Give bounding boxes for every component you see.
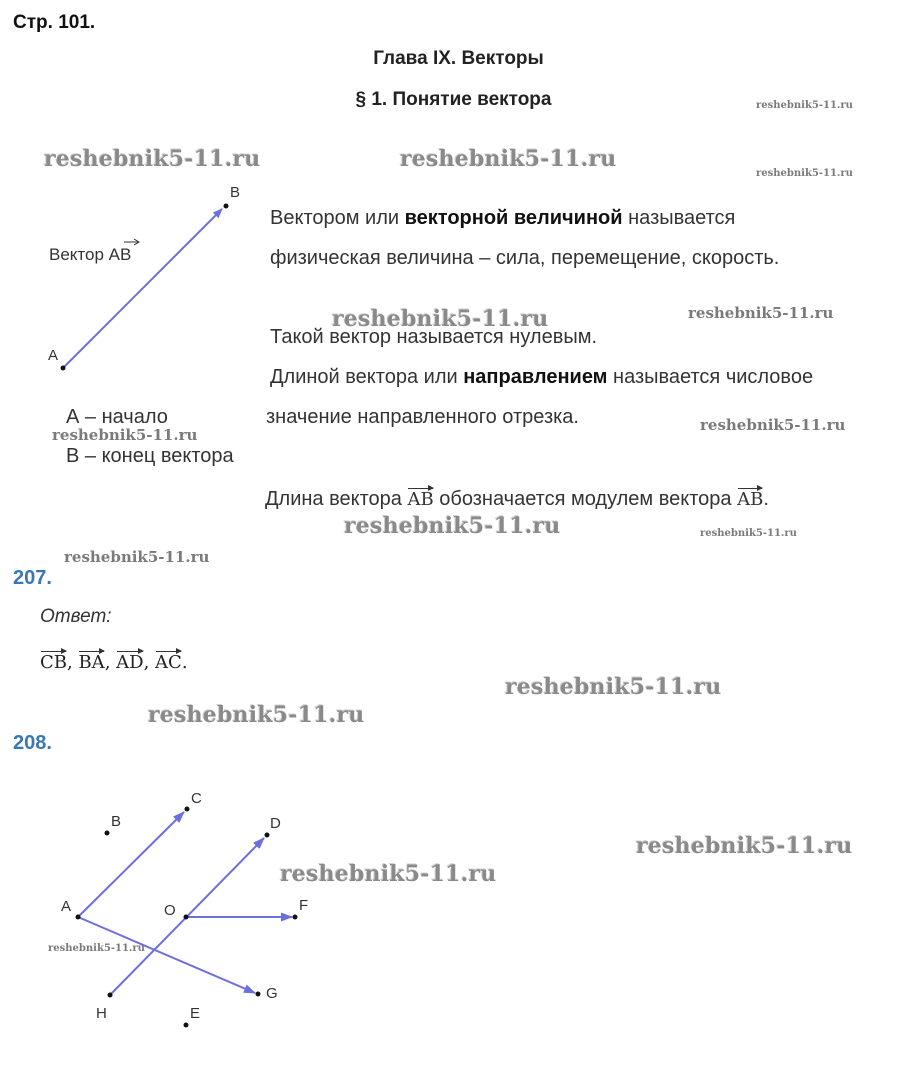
watermark: reshebnik5-11.ru (505, 674, 722, 700)
task-208-number: 208. (13, 732, 52, 754)
watermark: reshebnik5-11.ru (688, 304, 834, 322)
point-g (256, 992, 261, 997)
watermark: reshebnik5-11.ru (400, 146, 617, 172)
vector-notation: AB (737, 489, 764, 510)
label-a: A (48, 347, 59, 364)
vector-ag (78, 917, 255, 993)
vector-ab (63, 209, 222, 368)
watermark: reshebnik5-11.ru (756, 100, 853, 111)
start-label: А – начало (66, 406, 168, 428)
label-c: C (191, 790, 202, 807)
point-b (224, 204, 229, 209)
watermark: reshebnik5-11.ru (636, 833, 853, 859)
page-number: Стр. 101. (13, 12, 96, 33)
point-e (184, 1023, 189, 1028)
watermark: reshebnik5-11.ru (48, 943, 145, 954)
zero-vector-text: Такой вектор называется нулевым. (270, 326, 598, 348)
watermark: reshebnik5-11.ru (148, 702, 365, 728)
end-label: В – конец вектора (66, 445, 234, 467)
label-d: D (270, 815, 281, 832)
point-f (293, 915, 298, 920)
point-a (61, 366, 66, 371)
length-line-1: Длиной вектора или направлением называется числовое (270, 366, 814, 388)
label-g: G (266, 985, 278, 1002)
answer-vectors: CB, BA, AD, AC. (40, 652, 188, 673)
vector-notation: AB (407, 489, 434, 510)
chapter-title: Глава IX. Векторы (373, 48, 544, 69)
point-d (265, 833, 270, 838)
label-a: A (61, 898, 72, 915)
intro-line-2: физическая величина – сила, перемещение, скорость. (270, 247, 780, 269)
vector-caption: Вектор AB (49, 245, 132, 264)
label-o: O (164, 902, 176, 919)
intro-line-1: Вектором или векторной величиной называется (270, 207, 736, 229)
vector-notation: BA (78, 652, 105, 673)
point-b (105, 831, 110, 836)
length-line-2: значение направленного отрезка. (266, 406, 579, 428)
watermark: reshebnik5-11.ru (700, 528, 797, 539)
label-e: E (190, 1005, 201, 1022)
point-a (76, 915, 81, 920)
answer-label: Ответ: (40, 606, 112, 627)
vector-notation: AC (155, 652, 182, 673)
vector-notation: AD (116, 652, 144, 673)
task-207-number: 207. (13, 567, 52, 589)
watermark: reshebnik5-11.ru (700, 416, 846, 434)
watermark: reshebnik5-11.ru (344, 513, 561, 539)
watermark: reshebnik5-11.ru (756, 168, 853, 179)
watermark: reshebnik5-11.ru (332, 306, 549, 332)
vector-ab-figure (0, 180, 260, 380)
point-o (184, 915, 189, 920)
watermark: reshebnik5-11.ru (280, 861, 497, 887)
label-f: F (299, 897, 309, 914)
label-b: B (230, 184, 241, 201)
task-208-figure (0, 780, 400, 1040)
point-c (185, 807, 190, 812)
watermark: reshebnik5-11.ru (64, 548, 210, 566)
label-h: H (96, 1005, 107, 1022)
modulus-text: Длина вектора AB обозначается модулем вектора AB. (265, 488, 769, 510)
label-b: B (111, 813, 122, 830)
vector-notation: CB (40, 652, 67, 673)
section-title: § 1. Понятие вектора (355, 89, 552, 110)
point-h (108, 993, 113, 998)
watermark: reshebnik5-11.ru (52, 426, 198, 444)
watermark: reshebnik5-11.ru (44, 146, 261, 172)
